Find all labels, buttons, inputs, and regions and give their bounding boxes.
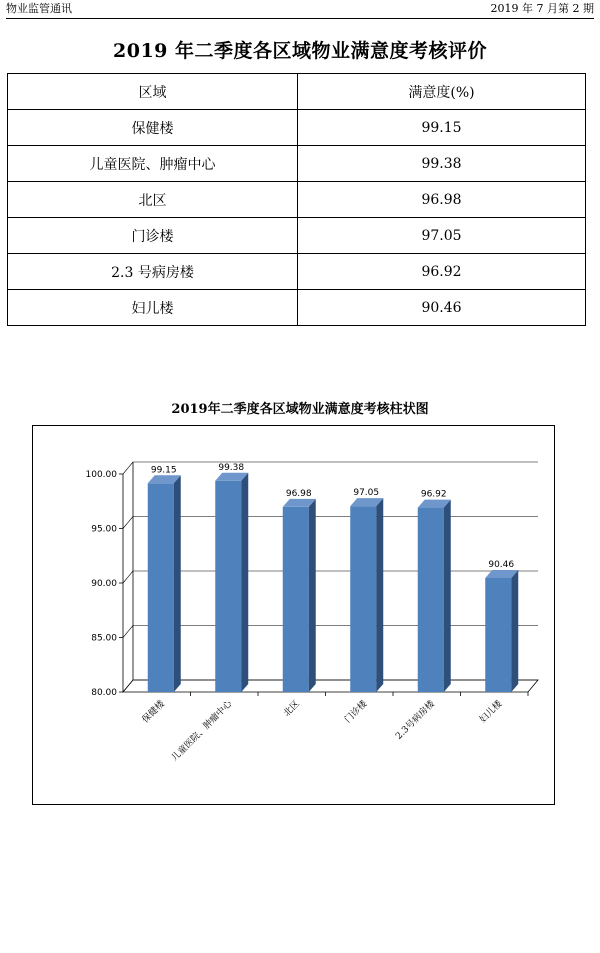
x-tick-label: 妇儿楼 [478, 699, 505, 726]
y-tick-label: 100.00 [85, 470, 117, 480]
cell-area: 保健楼 [8, 110, 298, 146]
data-label: 97.05 [353, 488, 380, 499]
bar-side [241, 473, 248, 692]
satisfaction-table [7, 73, 586, 326]
gridline-depth [123, 571, 133, 583]
cell-score: 96.92 [298, 254, 586, 290]
gridline-depth [123, 626, 133, 638]
page-title: 2019 年二季度各区域物业满意度考核评价 [113, 40, 487, 62]
column-header-area: 区域 [8, 74, 298, 110]
data-label: 96.98 [285, 488, 312, 499]
cell-score: 96.98 [298, 182, 586, 218]
x-tick-label: 保健楼 [140, 699, 167, 726]
cell-area: 妇儿楼 [8, 290, 298, 326]
y-tick-label: 90.00 [91, 579, 117, 589]
bar-side [376, 498, 383, 692]
bar-chart [32, 425, 555, 805]
cell-score: 97.05 [298, 218, 586, 254]
chart-floor [123, 680, 538, 692]
cell-area: 2.3 号病房楼 [8, 254, 298, 290]
bar [215, 481, 241, 692]
table-row [8, 218, 586, 254]
cell-area: 门诊楼 [8, 218, 298, 254]
bar-side [309, 499, 316, 692]
cell-score: 90.46 [298, 290, 586, 326]
x-tick-label: 北区 [282, 699, 302, 719]
cell-score: 99.38 [298, 146, 586, 182]
chart-title: 2019年二季度各区域物业满意度考核柱状图 [171, 402, 429, 417]
bar [283, 507, 309, 692]
x-tick-label: 2.3号病房楼 [394, 699, 437, 742]
issue-date: 2019 年 7 月第 2 期 [490, 2, 594, 15]
gridline-depth [123, 517, 133, 529]
x-tick-label: 门诊楼 [343, 699, 370, 726]
table-row [8, 182, 586, 218]
bar-chart-canvas [33, 426, 554, 804]
data-label: 90.46 [488, 559, 515, 570]
bar-side [174, 475, 181, 692]
cell-area: 儿童医院、肿瘤中心 [8, 146, 298, 182]
table-row [8, 146, 586, 182]
y-tick-label: 95.00 [91, 524, 117, 535]
table-row [8, 110, 586, 146]
table-row [8, 254, 586, 290]
bar [350, 506, 376, 692]
bar [418, 508, 444, 692]
data-label: 99.38 [218, 462, 245, 473]
bar [148, 483, 174, 692]
table-header-row [8, 74, 586, 110]
column-header-score: 满意度(%) [298, 74, 586, 110]
y-tick-label: 85.00 [91, 633, 117, 644]
cell-score: 99.15 [298, 110, 586, 146]
bar-side [511, 570, 518, 692]
page-header [6, 0, 594, 19]
table-row [8, 290, 586, 326]
gridline-depth [123, 462, 133, 474]
bar-side [444, 500, 451, 692]
data-label: 96.92 [420, 489, 447, 500]
y-tick-label: 80.00 [91, 688, 117, 698]
x-tick-label: 儿童医院、肿瘤中心 [170, 699, 235, 764]
cell-area: 北区 [8, 182, 298, 218]
publication-name: 物业监管通讯 [6, 2, 72, 15]
bar [485, 578, 511, 692]
data-label: 99.15 [150, 465, 177, 476]
